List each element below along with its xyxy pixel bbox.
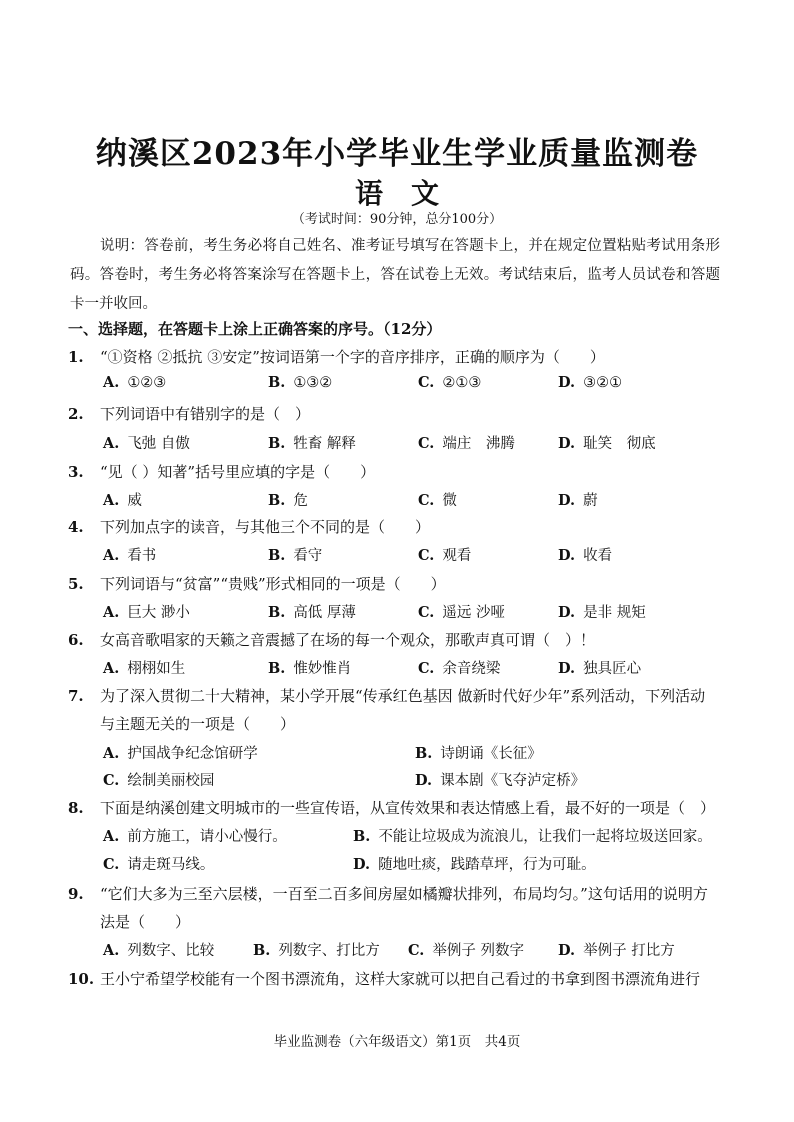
option-b: B. 危	[268, 492, 308, 509]
question-number: 7.	[68, 687, 84, 705]
option-b: B. 诗朗诵《长征》	[415, 745, 542, 762]
question-9-options	[103, 939, 723, 963]
question-text: 法是（ ）	[100, 913, 191, 931]
question-9-continued	[68, 911, 728, 932]
option-b: B. 高低 厚薄	[268, 604, 356, 621]
option-d: D. 随地吐痰，践踏草坪，行为可耻。	[353, 856, 596, 873]
question-number: 10.	[68, 970, 95, 988]
option-c: C. 举例子 列数字	[408, 942, 524, 959]
question-text: 王小宁希望学校能有一个图书漂流角，这样大家就可以把自己看过的书拿到图书漂流角进行	[100, 970, 701, 988]
option-c: C. 端庄 沸腾	[418, 435, 515, 452]
option-b: B. 列数字、打比方	[253, 942, 380, 959]
question-9	[68, 883, 728, 904]
option-c: C. 微	[418, 492, 457, 509]
question-number: 2.	[68, 405, 84, 423]
question-text: 下列加点字的读音，与其他三个不同的是（ ）	[100, 518, 431, 536]
option-b: B. 惟妙惟肖	[268, 660, 352, 677]
question-number: 8.	[68, 799, 84, 817]
option-c: C. 遥远 沙哑	[418, 604, 505, 621]
question-number: 5.	[68, 575, 84, 593]
option-a: A. 巨大 渺小	[103, 604, 190, 621]
question-10	[68, 968, 728, 989]
question-number: 4.	[68, 518, 84, 536]
question-8-options-row1	[103, 825, 723, 849]
question-number: 6.	[68, 631, 84, 649]
question-6-options	[103, 657, 723, 681]
question-2-options	[103, 432, 723, 456]
option-a: A. 列数字、比较	[103, 942, 215, 959]
option-c: C. 绘制美丽校园	[103, 772, 215, 789]
question-7-options-row1	[103, 742, 723, 766]
option-c: C. 观看	[418, 547, 472, 564]
section-heading: 一、选择题，在答题卡上涂上正确答案的序号。（12分）	[68, 320, 442, 338]
exam-info: （考试时间：90分钟，总分100分）	[291, 212, 503, 227]
question-8-options-row2	[103, 853, 723, 877]
question-text: 下列词语中有错别字的是（ ）	[100, 405, 311, 423]
question-5-options	[103, 601, 723, 625]
question-number: 1.	[68, 348, 84, 366]
question-text: “①资格 ②抵抗 ③安定”按词语第一个字的音序排序，正确的顺序为（ ）	[100, 348, 605, 366]
option-d: D. 举例子 打比方	[558, 942, 675, 959]
option-d: D. 耻笑 彻底	[558, 435, 656, 452]
question-3-options	[103, 489, 723, 513]
subject-title: 语文	[354, 177, 467, 210]
question-1-options	[103, 374, 723, 398]
page-title: 纳溪区2023年小学毕业生学业质量监测卷	[95, 136, 699, 172]
question-text: 下列词语与“贫富”“贵贱”形式相同的一项是（ ）	[100, 575, 446, 593]
question-4	[68, 516, 728, 537]
question-text: “见（ ）知著”括号里应填的字是（ ）	[100, 463, 376, 481]
instructions: 说明：答卷前，考生务必将自己姓名、准考证号填写在答题卡上，并在规定位置粘贴考试用条形码。答卷时，考生务必将答案涂写在答题卡上，答在试卷上无效。考试结束后，监考人员试卷和答题卡一并收回。	[70, 238, 720, 312]
option-d: D. 课本剧《飞夺泸定桥》	[415, 772, 586, 789]
question-3	[68, 461, 728, 482]
page-footer: 毕业监测卷（六年级语文）第1页 共4页	[273, 1034, 521, 1050]
option-a: A. 前方施工，请小心慢行。	[103, 828, 287, 845]
question-text: 女高音歌唱家的天籁之音震撼了在场的每一个观众，那歌声真可谓（ ）！	[100, 631, 596, 649]
option-a: A. 护国战争纪念馆研学	[103, 745, 258, 762]
option-a: A. ①②③	[103, 374, 167, 391]
question-4-options	[103, 544, 723, 568]
question-text: 为了深入贯彻二十大精神，某小学开展“传承红色基因 做新时代好少年”系列活动，下列活动	[100, 687, 706, 705]
option-c: C. 请走斑马线。	[103, 856, 215, 873]
question-number: 3.	[68, 463, 84, 481]
option-c: C. 余音绕梁	[418, 660, 501, 677]
question-7-options-row2	[103, 769, 723, 793]
question-7-continued	[68, 713, 728, 734]
option-b: B. 看守	[268, 547, 323, 564]
option-d: D. 是非 规矩	[558, 604, 646, 621]
question-8	[68, 797, 728, 818]
option-c: C. ②①③	[418, 374, 482, 391]
option-a: A. 栩栩如生	[103, 660, 186, 677]
option-b: B. ①③②	[268, 374, 333, 391]
option-b: B. 牲畜 解释	[268, 435, 356, 452]
option-d: D. 独具匠心	[558, 660, 642, 677]
question-text: 与主题无关的一项是（ ）	[100, 715, 296, 733]
question-text: “它们大多为三至六层楼，一百至二百多间房屋如橘瓣状排列，布局均匀。”这句话用的说明方	[100, 885, 708, 903]
question-5	[68, 573, 728, 594]
option-a: A. 威	[103, 492, 142, 509]
option-a: A. 看书	[103, 547, 157, 564]
question-1	[68, 346, 728, 367]
option-a: A. 飞弛 自傲	[103, 435, 190, 452]
question-2	[68, 403, 728, 424]
question-7	[68, 685, 728, 706]
option-b: B. 不能让垃圾成为流浪儿，让我们一起将垃圾送回家。	[353, 828, 712, 845]
option-d: D. 蔚	[558, 492, 598, 509]
option-d: D. 收看	[558, 547, 613, 564]
question-number: 9.	[68, 885, 84, 903]
question-text: 下面是纳溪创建文明城市的一些宣传语，从宣传效果和表达情感上看，最不好的一项是（ ）	[100, 799, 716, 817]
option-d: D. ③②①	[558, 374, 623, 391]
question-6	[68, 629, 728, 650]
